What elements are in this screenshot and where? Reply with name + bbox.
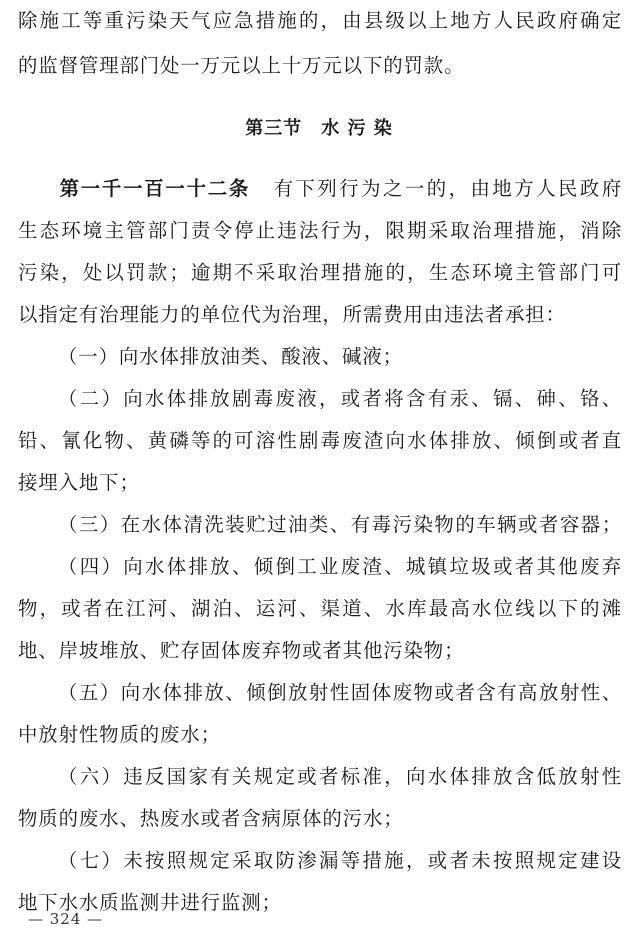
article-label: 第一千一百一十二条 (58, 177, 251, 200)
text-line: 地、岸坡堆放、贮存固体废弃物或者其他污染物； (18, 639, 465, 662)
list-item: （二）向水体排放剧毒废液，或者将含有汞、镉、砷、铬、 (58, 387, 622, 410)
section-title: 第三节 水 污 染 (245, 118, 393, 139)
list-item: （一）向水体排放油类、酸液、碱液； (58, 345, 403, 368)
text-line: 物质的废水、热废水或者含病原体的污水； (18, 807, 404, 830)
text-line: 地下水水质监测井进行监测； (18, 891, 282, 914)
list-item: （四）向水体排放、倾倒工业废渣、城镇垃圾或者其他废弃 (58, 555, 622, 578)
text-line: 铅、氰化物、黄磷等的可溶性剧毒废渣向水体排放、倾倒或者直 (18, 429, 622, 452)
list-item: （七）未按照规定采取防渗漏等措施，或者未按照规定建设 (58, 849, 622, 872)
text-line: 的监督管理部门处一万元以上十万元以下的罚款。 (18, 54, 465, 77)
text-line: 中放射性物质的废水； (18, 723, 221, 746)
list-item: （三）在水体清洗装贮过油类、有毒污染物的车辆或者容器； (58, 513, 622, 536)
text-line: 污染，处以罚款；逾期不采取治理措施的，生态环境主管部门可 (18, 261, 622, 284)
page-number: — 324 — (28, 910, 104, 928)
list-item: （五）向水体排放、倾倒放射性固体废物或者含有高放射性、 (58, 681, 622, 704)
list-item: （六）违反国家有关规定或者标准，向水体排放含低放射性 (58, 765, 622, 788)
text-line: 物，或者在江河、湖泊、运河、渠道、水库最高水位线以下的滩 (18, 597, 622, 620)
text-line: 生态环境主管部门责令停止违法行为，限期采取治理措施，消除 (18, 219, 622, 242)
article-first-line (18, 177, 622, 201)
text-line: 接埋入地下； (18, 471, 140, 494)
article-text: 有下列行为之一的，由地方人民政府 (272, 177, 622, 200)
text-line: 以指定有治理能力的单位代为治理，所需费用由违法者承担： (18, 303, 566, 326)
text-line: 除施工等重污染天气应急措施的，由县级以上地方人民政府确定 (18, 9, 622, 32)
